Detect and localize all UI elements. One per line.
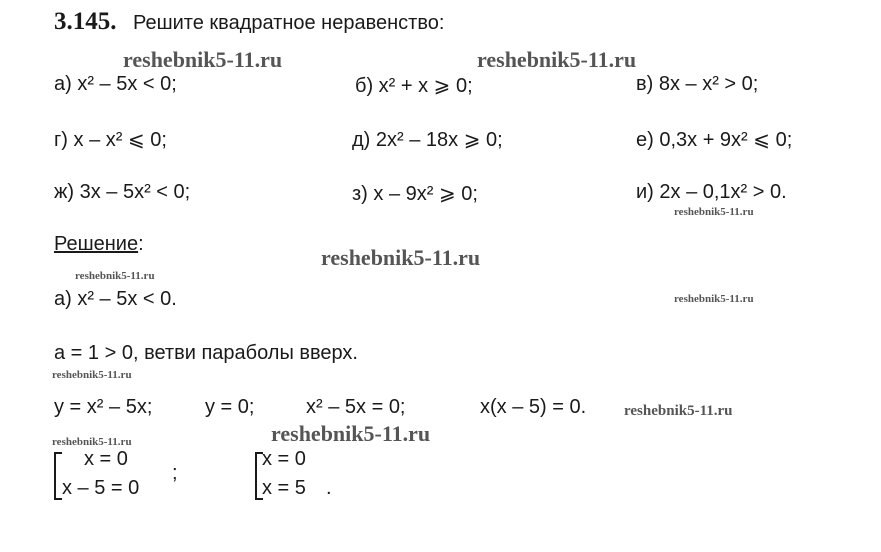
problem-i: и) 2x – 0,1x² > 0.	[636, 181, 787, 203]
watermark: reshebnik5-11.ru	[321, 245, 481, 270]
watermark: reshebnik5-11.ru	[52, 369, 132, 381]
problem-e: е) 0,3x + 9x² ⩽ 0;	[636, 129, 793, 151]
system1-line1: x = 0	[84, 448, 128, 470]
watermark: reshebnik5-11.ru	[123, 47, 283, 72]
watermark: reshebnik5-11.ru	[477, 47, 637, 72]
watermark: reshebnik5-11.ru	[674, 293, 754, 305]
exercise-title: Решите квадратное неравенство:	[133, 12, 445, 34]
solution-eq-factored: x(x – 5) = 0.	[480, 396, 587, 418]
problem-a: а) x² – 5x < 0;	[54, 73, 177, 95]
solution-eq-function: y = x² – 5x;	[54, 396, 153, 418]
problem-zh: ж) 3x – 5x² < 0;	[54, 181, 191, 203]
watermark: reshebnik5-11.ru	[52, 436, 132, 448]
solution-eq-zero: y = 0;	[205, 396, 255, 418]
solution-heading-text: Решение	[54, 233, 139, 255]
watermark: reshebnik5-11.ru	[624, 403, 733, 419]
exercise-number: 3.145.	[54, 8, 117, 35]
solution-line-coefficient: a = 1 > 0, ветви параболы вверх.	[54, 342, 358, 364]
watermark: reshebnik5-11.ru	[75, 270, 155, 282]
solution-heading-colon: :	[138, 233, 144, 255]
system1-line2: x – 5 = 0	[62, 477, 140, 499]
problem-d: д) 2x² – 18x ⩾ 0;	[352, 129, 503, 151]
system-bracket	[54, 452, 62, 500]
problem-z: з) x – 9x² ⩾ 0;	[352, 183, 478, 205]
watermark: reshebnik5-11.ru	[674, 206, 754, 218]
system2-end: .	[326, 477, 332, 499]
watermark: reshebnik5-11.ru	[271, 421, 431, 446]
system1-end: ;	[172, 462, 178, 484]
solution-eq-quadratic: x² – 5x = 0;	[306, 396, 406, 418]
system2-line1: x = 0	[262, 448, 306, 470]
problem-b: б) x² + x ⩾ 0;	[355, 75, 473, 97]
solution-part-a: а) x² – 5x < 0.	[54, 288, 177, 310]
solution-heading	[54, 233, 144, 256]
system2-line2: x = 5	[262, 477, 306, 499]
problem-g: г) x – x² ⩽ 0;	[54, 129, 167, 151]
problem-v: в) 8x – x² > 0;	[636, 73, 759, 95]
